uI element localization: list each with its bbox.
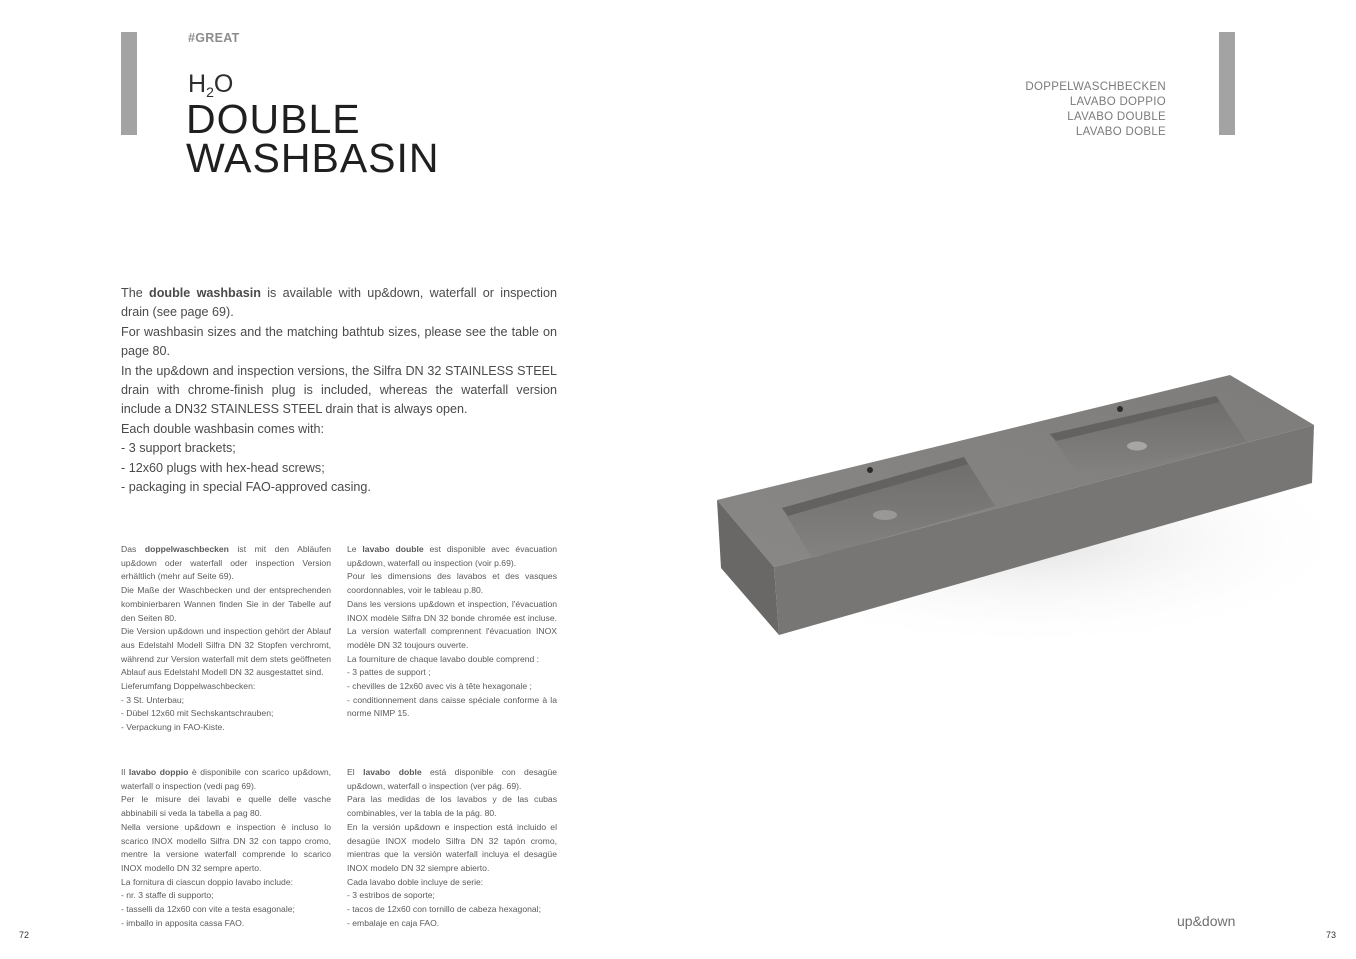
en-paragraph-4: Each double washbasin comes with: — [121, 421, 325, 436]
section-tag: #GREAT — [188, 31, 240, 45]
translation-de: DOPPELWASCHBECKEN — [1025, 81, 1166, 93]
english-description — [121, 284, 557, 497]
it-paragraph-3: Nella versione up&down e inspection è incluso lo scarico INOX modello Silfra DN 32 con tappo cromo, mentre la versione waterfall comprende lo scarico INOX modello DN 32 sempre aperto. — [121, 821, 331, 873]
fr-list-item: - chevilles de 12x60 avec vis à tête hexagonale ; — [347, 681, 532, 692]
fr-paragraph-4: La fourniture de chaque lavabo double comprend : — [347, 653, 540, 664]
spanish-description — [347, 766, 557, 930]
fr-paragraph-2: Pour les dimensions des lavabos et des vasques coordonnables, voir le tableau p.80. — [347, 571, 557, 596]
es-paragraph-2: Para las medidas de los lavabos y de las cubas combinables, ver la tabla de la pág. 80. — [347, 794, 557, 819]
de-paragraph-1: Das doppelwaschbecken ist mit den Abläufen up&down oder waterfall oder inspection Version erhältlich (mehr auf Seite 69). — [121, 544, 332, 582]
right-tap-hole — [1117, 406, 1123, 412]
fr-list-item: - conditionnement dans caisse spéciale conforme à la norme NIMP 15. — [347, 694, 557, 719]
de-paragraph-3: Die Version up&down und inspection gehört der Ablauf aus Edelstahl Modell Silfra DN 32 Stopfen verchromt, während zur Version waterfall mit dem stets geöffneten Ablauf aus Edelstahl Modell DN 32 ausgestattet sind. — [121, 626, 331, 678]
es-paragraph-4: Cada lavabo doble incluye de serie: — [347, 876, 484, 887]
de-list-item: - Verpackung in FAO-Kiste. — [121, 722, 225, 733]
page-number-right: 73 — [1326, 930, 1337, 940]
es-paragraph-1: El lavabo doble está disponible con desagüe up&down, waterfall o inspection (ver pág. 69). — [347, 767, 558, 791]
it-list-item: - nr. 3 staffe di supporto; — [121, 890, 214, 901]
it-list-item: - tasselli da 12x60 con vite a testa esagonale; — [121, 904, 295, 915]
it-paragraph-4: La fornitura di ciascun doppio lavabo include: — [121, 876, 293, 887]
en-list-item: - 12x60 plugs with hex-head screws; — [121, 460, 325, 475]
de-paragraph-2: Die Maße der Waschbecken und der entsprechenden kombinierbaren Wannen finden Sie in der Tabelle auf den Seiten 80. — [121, 585, 331, 623]
translation-it: LAVABO DOPPIO — [1069, 96, 1166, 108]
translation-fr: LAVABO DOUBLE — [1067, 111, 1166, 123]
left-drain — [873, 510, 897, 520]
it-list-item: - imballo in apposita cassa FAO. — [121, 917, 245, 928]
en-list-item: - 3 support brackets; — [121, 441, 236, 456]
de-paragraph-4: Lieferumfang Doppelwaschbecken: — [121, 681, 256, 692]
left-tap-hole — [867, 467, 873, 473]
es-list-item: - 3 estribos de soporte; — [347, 890, 435, 901]
page-number-left: 72 — [19, 930, 30, 940]
product-name: $H_2O$ — [188, 70, 234, 100]
es-paragraph-3: En la versión up&down e inspection está incluido el desagüe INOX modelo Silfra DN 32 tapón cromo, mientras que la versión waterfall incluya el desagüe INOX modelo DN 32 siempre abierto. — [347, 821, 557, 873]
fr-paragraph-3: Dans les versions up&down et inspection, l'évacuation INOX modèle Silfra DN 32 bonde chromée est incluse. La version waterfall comprennent l'évacuation INOX modèle DN 32 toujours ouverte. — [347, 598, 557, 650]
double-washbasin-image — [690, 330, 1330, 660]
title-line-2: WASHBASIN — [186, 135, 440, 181]
page-title — [186, 96, 440, 181]
es-list-item: - embalaje en caja FAO. — [347, 917, 440, 928]
french-description — [347, 543, 557, 721]
en-list-item: - packaging in special FAO-approved casing. — [121, 480, 371, 495]
it-paragraph-1: Il lavabo doppio è disponibile con scarico up&down, waterfall o inspection (vedi pag 69). — [121, 767, 331, 791]
de-list-item: - 3 St. Unterbau; — [121, 694, 185, 705]
right-drain — [1127, 442, 1147, 451]
fr-list-item: - 3 pattes de support ; — [347, 667, 431, 678]
fr-paragraph-1: Le lavabo double est disponible avec évacuation up&down, waterfall ou inspection (voir p.69). — [347, 544, 557, 568]
italian-description — [121, 766, 331, 930]
title-translations — [1025, 80, 1166, 140]
brand-label: up&down — [1177, 913, 1236, 929]
en-paragraph-1: The double washbasin is available with up&down, waterfall or inspection drain (see page 69). — [121, 286, 557, 320]
accent-bar-right — [1219, 32, 1235, 135]
accent-bar-left — [121, 32, 137, 135]
german-description — [121, 543, 331, 735]
es-list-item: - tacos de 12x60 con tornillo de cabeza hexagonal; — [347, 904, 541, 915]
title-line-1: DOUBLE — [186, 96, 361, 142]
en-paragraph-3: In the up&down and inspection versions, the Silfra DN 32 STAINLESS STEEL drain with chrome-finish plug is included, whereas the waterfall version include a DN32 STAINLESS STEEL drain that is always open. — [121, 363, 557, 417]
it-paragraph-2: Per le misure dei lavabi e quelle delle vasche abbinabili si veda la tabella a pag 80. — [121, 794, 331, 819]
en-paragraph-2: For washbasin sizes and the matching bathtub sizes, please see the table on page 80. — [121, 324, 557, 359]
de-list-item: - Dübel 12x60 mit Sechskantschrauben; — [121, 708, 274, 719]
translation-es: LAVABO DOBLE — [1075, 126, 1166, 138]
